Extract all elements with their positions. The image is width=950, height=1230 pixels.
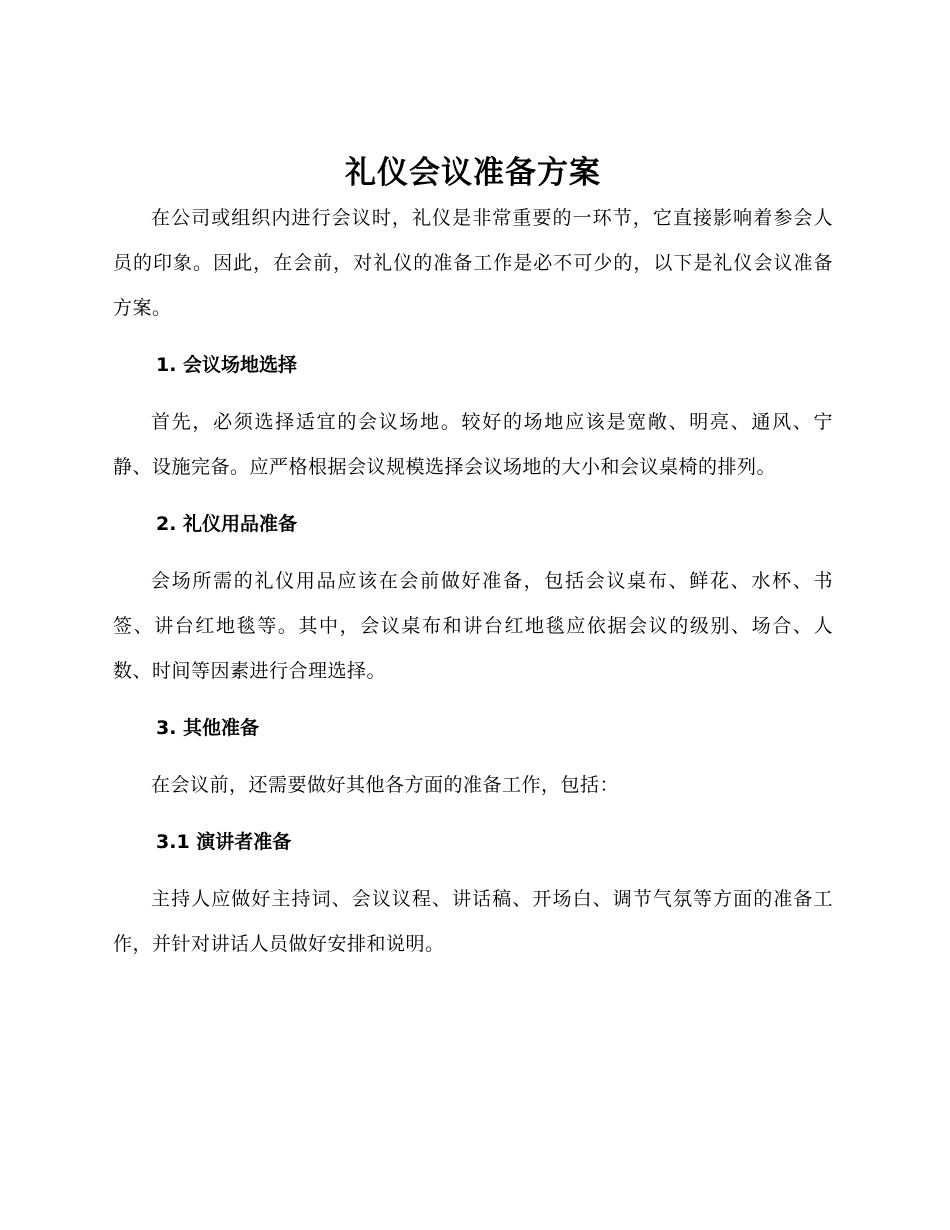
section-body-speaker: 主持人应做好主持词、会议议程、讲话稿、开场白、调节气氛等方面的准备工作，并针对讲话人员做好安排和说明。 — [113, 888, 833, 955]
section-body-supplies: 会场所需的礼仪用品应该在会前做好准备，包括会议桌布、鲜花、水杯、书签、讲台红地毯等。其中，会议桌布和讲台红地毯应依据会议的级别、场合、人数、时间等因素进行合理选择。 — [113, 570, 833, 682]
document-body — [113, 150, 833, 967]
document-title: 礼仪会议准备方案 — [345, 155, 601, 191]
section-heading-other: 3. 其他准备 — [156, 717, 260, 739]
intro-paragraph: 在公司或组织内进行会议时，礼仪是非常重要的一环节，它直接影响着参会人员的印象。因此，在会前，对礼仪的准备工作是必不可少的，以下是礼仪会议准备方案。 — [113, 207, 833, 319]
section-heading-speaker: 3.1 演讲者准备 — [156, 831, 292, 853]
section-heading-venue: 1. 会议场地选择 — [156, 354, 298, 376]
section-heading-supplies: 2. 礼仪用品准备 — [156, 513, 298, 535]
section-body-other: 在会议前，还需要做好其他各方面的准备工作，包括： — [151, 774, 620, 796]
section-body-venue: 首先，必须选择适宜的会议场地。较好的场地应该是宽敞、明亮、通风、宁静、设施完备。应严格根据会议规模选择会议场地的大小和会议桌椅的排列。 — [113, 411, 833, 478]
